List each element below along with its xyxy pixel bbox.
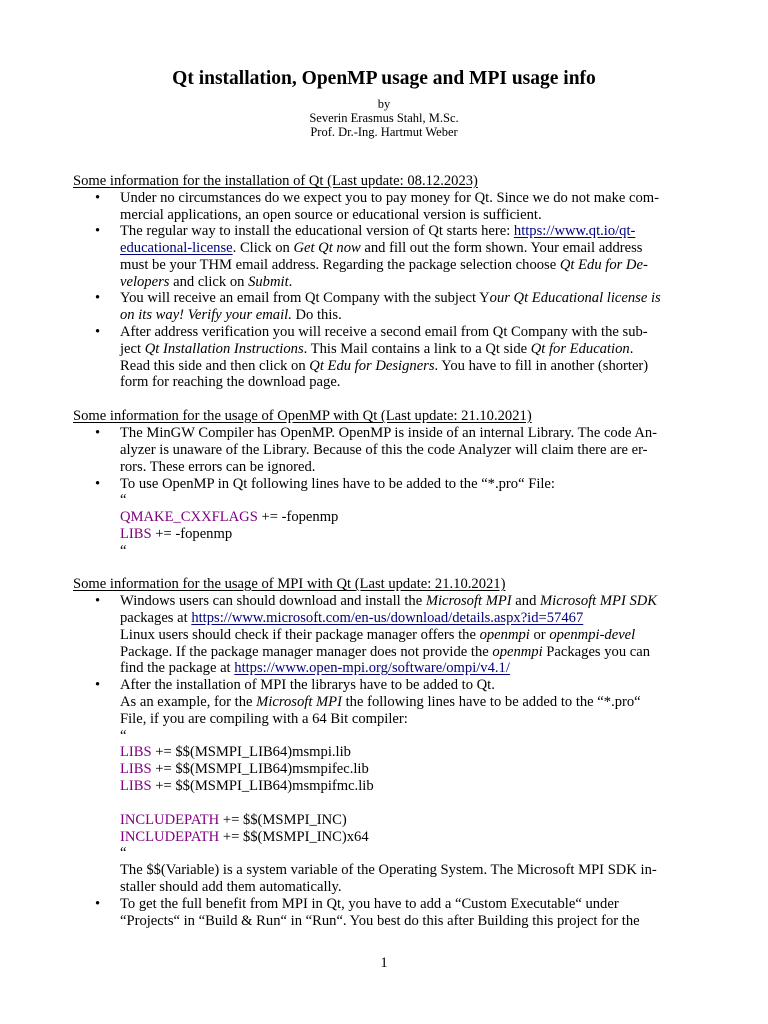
text-run: or xyxy=(529,627,550,643)
qt-educational-license-link[interactable]: https://www.qt.io/qt- xyxy=(513,223,636,239)
code-line xyxy=(120,812,347,829)
code-line xyxy=(120,526,232,543)
italic-text: openmpi xyxy=(479,627,530,643)
code-text: += $$(MSMPI_INC)x64 xyxy=(219,829,369,845)
paragraph-line xyxy=(120,274,292,291)
code-text: += $$(MSMPI_LIB64)msmpi.lib xyxy=(151,744,351,760)
paragraph-line: After the installation of MPI the librarys have to be added to Qt. xyxy=(120,677,495,693)
text-run: Windows users can should download and install the xyxy=(120,593,426,609)
section-heading-mpi: Some information for the usage of MPI with Qt (Last update: 21.10.2021) xyxy=(73,576,506,592)
paragraph-line: The $$(Variable) is a system variable of the Operating System. The Microsoft MPI SDK in- xyxy=(120,862,657,878)
italic-text: Get Qt now xyxy=(293,240,361,256)
text-run: and click on xyxy=(169,274,249,290)
code-keyword: LIBS xyxy=(120,744,152,760)
paragraph-line xyxy=(120,593,657,610)
text-run: Packages you can xyxy=(542,644,651,660)
code-line xyxy=(120,829,369,846)
quote-mark: “ xyxy=(120,492,127,508)
paragraph-line xyxy=(120,660,510,677)
paragraph-line: staller should add them automatically. xyxy=(120,879,342,895)
code-line xyxy=(120,744,351,761)
code-text: += -fopenmp xyxy=(151,526,233,542)
text-run: You will receive an email from Qt Company with the subject Y xyxy=(120,290,490,306)
paragraph-line xyxy=(120,610,583,627)
italic-text: Qt Edu for Designers xyxy=(309,358,435,374)
italic-text: Qt Edu for De- xyxy=(559,257,648,273)
code-keyword: QMAKE_CXXFLAGS xyxy=(120,509,258,525)
quote-mark: “ xyxy=(120,845,127,861)
text-run: As an example, for the xyxy=(120,694,257,710)
code-text: += -fopenmp xyxy=(257,509,339,525)
italic-text: openmpi xyxy=(492,644,543,660)
text-run: must be your THM email address. Regarding the package selection choose xyxy=(120,257,560,273)
paragraph-line: Under no circumstances do we expect you to pay money for Qt. Since we do not make com- xyxy=(120,190,659,206)
paragraph-line: To get the full benefit from MPI in Qt, you have to add a “Custom Executable“ under xyxy=(120,896,619,912)
paragraph-line xyxy=(120,341,633,358)
bullet-icon: • xyxy=(95,425,101,441)
code-keyword: LIBS xyxy=(120,778,152,794)
italic-text: Microsoft MPI SDK xyxy=(540,593,658,609)
text-run: . You have to fill in another (shorter) xyxy=(434,358,649,374)
paragraph-line xyxy=(120,223,635,240)
italic-text: Microsoft MPI xyxy=(256,694,342,710)
bullet-icon: • xyxy=(95,476,101,492)
text-run: Do this. xyxy=(291,307,342,323)
code-text: += $$(MSMPI_INC) xyxy=(219,812,347,828)
italic-text: Qt Installation Instructions xyxy=(144,341,304,357)
text-run: the following lines have to be added to the “*.pro“ xyxy=(341,694,641,710)
document-title: Qt installation, OpenMP usage and MPI usage info xyxy=(172,68,596,89)
text-run: find the package at xyxy=(120,660,235,676)
text-run: . This Mail contains a link to a Qt side xyxy=(303,341,531,357)
italic-text: openmpi-devel xyxy=(549,627,636,643)
text-run: Package. If the package manager manager does not provide the xyxy=(120,644,493,660)
paragraph-line: alyzer is unaware of the Library. Because of this the code Analyzer will claim there are er- xyxy=(120,442,648,458)
bullet-icon: • xyxy=(95,190,101,206)
text-run: packages at xyxy=(120,610,192,626)
text-run: . Click on xyxy=(232,240,294,256)
bullet-icon: • xyxy=(95,896,101,912)
text-run: . xyxy=(629,341,634,357)
byline-by: by xyxy=(377,97,391,111)
paragraph-line: form for reaching the download page. xyxy=(120,374,341,390)
page-number: 1 xyxy=(380,955,388,971)
paragraph-line xyxy=(120,358,648,375)
bullet-icon: • xyxy=(95,593,101,609)
code-line xyxy=(120,509,338,526)
quote-mark: “ xyxy=(120,728,127,744)
qt-educational-license-link[interactable]: educational-license xyxy=(120,240,233,256)
author-name: Prof. Dr.-Ing. Hartmut Weber xyxy=(310,125,458,139)
text-run: Linux users should check if their package manager offers the xyxy=(120,627,480,643)
text-run: and xyxy=(511,593,541,609)
code-keyword: LIBS xyxy=(120,526,152,542)
italic-text: Qt for Education xyxy=(530,341,630,357)
paragraph-line xyxy=(120,290,661,307)
code-keyword: LIBS xyxy=(120,761,152,777)
bullet-icon: • xyxy=(95,223,101,239)
paragraph-line xyxy=(120,694,641,711)
paragraph-line: After address verification you will receive a second email from Qt Company with the sub- xyxy=(120,324,648,340)
paragraph-line: To use OpenMP in Qt following lines have to be added to the “*.pro“ File: xyxy=(120,476,555,492)
paragraph-line: File, if you are compiling with a 64 Bit compiler: xyxy=(120,711,408,727)
bullet-icon: • xyxy=(95,677,101,693)
italic-text: on its way! Verify your email. xyxy=(120,307,292,323)
paragraph-line: rors. These errors can be ignored. xyxy=(120,459,316,475)
bullet-icon: • xyxy=(95,290,101,306)
microsoft-mpi-download-link[interactable]: https://www.microsoft.com/en-us/download/details.aspx?id=57467 xyxy=(191,610,584,626)
paragraph-line: mercial applications, an open source or educational version is sufficient. xyxy=(120,207,542,223)
paragraph-line xyxy=(120,240,642,257)
code-keyword: INCLUDEPATH xyxy=(120,812,220,828)
paragraph-line: The MinGW Compiler has OpenMP. OpenMP is inside of an internal Library. The code An- xyxy=(120,425,658,441)
text-run: . xyxy=(288,274,293,290)
code-keyword: INCLUDEPATH xyxy=(120,829,220,845)
code-text: += $$(MSMPI_LIB64)msmpifmc.lib xyxy=(151,778,374,794)
paragraph-line xyxy=(120,627,635,644)
paragraph-line xyxy=(120,644,650,661)
paragraph-line xyxy=(120,307,342,324)
text-run: ject xyxy=(120,341,145,357)
italic-text: velopers xyxy=(120,274,170,290)
bullet-icon: • xyxy=(95,324,101,340)
text-run: Read this side and then click on xyxy=(120,358,310,374)
section-heading-openmp: Some information for the usage of OpenMP with Qt (Last update: 21.10.2021) xyxy=(73,408,532,424)
code-line xyxy=(120,778,374,795)
code-line xyxy=(120,761,369,778)
italic-text: Microsoft MPI xyxy=(425,593,512,609)
code-text: += $$(MSMPI_LIB64)msmpifec.lib xyxy=(151,761,369,777)
author-name: Severin Erasmus Stahl, M.Sc. xyxy=(309,111,459,125)
italic-text: our Qt Educational license is xyxy=(489,290,661,306)
section-heading-qt: Some information for the installation of Qt (Last update: 08.12.2023) xyxy=(73,173,478,189)
quote-mark: “ xyxy=(120,543,127,559)
italic-text: Submit xyxy=(248,274,289,290)
text-run: The regular way to install the educational version of Qt starts here: xyxy=(120,223,514,239)
open-mpi-link[interactable]: https://www.open-mpi.org/software/ompi/v4.1/ xyxy=(234,660,510,676)
paragraph-line xyxy=(120,257,648,274)
text-run: and fill out the form shown. Your email address xyxy=(360,240,643,256)
paragraph-line: “Projects“ in “Build & Run“ in “Run“. You best do this after Building this project for the xyxy=(120,913,640,929)
